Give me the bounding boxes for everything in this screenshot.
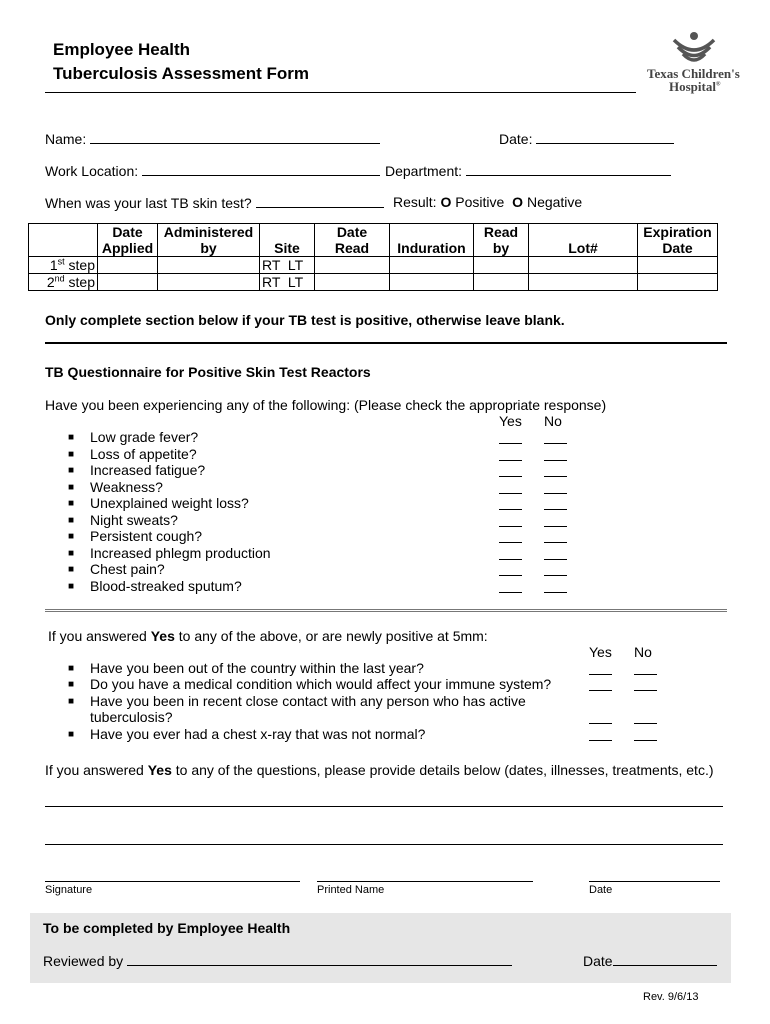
expiration-date-cell[interactable]: [638, 274, 718, 291]
table-header-date-applied: Date Applied: [98, 224, 158, 257]
yes-column-label: Yes: [499, 413, 522, 429]
symptom-yes-blank[interactable]: [499, 509, 522, 510]
table-row: [29, 257, 718, 274]
no-column-label: No: [544, 413, 562, 429]
symptom-yes-blank[interactable]: [499, 592, 522, 593]
followup-intro: If you answered Yes to any of the above, or are newly positive at 5mm:: [48, 628, 488, 644]
site-cell[interactable]: RT LT: [260, 257, 315, 274]
questionnaire-prompt: Have you been experiencing any of the following: (Please check the appropriate response): [45, 397, 607, 413]
symptom-no-blank[interactable]: [544, 575, 567, 576]
section-divider: [45, 342, 727, 344]
details-prompt: If you answered Yes to any of the questions, please provide details below (dates, illnesses, treatments, etc.): [45, 762, 714, 778]
followup-q2-no-blank[interactable]: [634, 690, 657, 691]
logo: [660, 30, 720, 69]
table-header-lot: Lot#: [529, 224, 638, 257]
table-header-site: Site: [260, 224, 315, 257]
followup-question-1: Have you been out of the country within the last year?: [90, 660, 424, 676]
symptom-yes-blank[interactable]: [499, 526, 522, 527]
bullet-icon: ■: [68, 465, 75, 476]
name-field[interactable]: [45, 130, 380, 147]
list-item: Weakness?: [90, 478, 163, 495]
revision-label: Rev. 9/6/13: [643, 991, 699, 1003]
details-line-1[interactable]: [45, 806, 723, 807]
signature-date-line[interactable]: [589, 881, 720, 882]
followup-question-3-cont: tuberculosis?: [90, 709, 173, 725]
last-test-label: When was your last TB skin test?: [45, 195, 252, 211]
expiration-date-cell[interactable]: [638, 257, 718, 274]
induration-cell[interactable]: [390, 274, 474, 291]
list-item: Low grade fever?: [90, 429, 199, 445]
bullet-icon: ■: [68, 432, 75, 443]
followup-q4-no-blank[interactable]: [634, 740, 657, 741]
table-header-date-read: Date Read: [315, 224, 390, 257]
symptom-no-blank[interactable]: [544, 559, 567, 560]
bullet-icon: ■: [68, 498, 75, 509]
department-label: Department:: [385, 163, 463, 179]
list-item: Night sweats?: [90, 511, 178, 528]
symptom-no-blank[interactable]: [544, 460, 567, 461]
followup-q2-yes-blank[interactable]: [589, 690, 612, 691]
form-title-line2: Tuberculosis Assessment Form: [53, 64, 310, 83]
symptom-no-blank[interactable]: [544, 476, 567, 477]
logo-registered-mark: ®: [715, 81, 721, 88]
tb-test-table: [28, 223, 718, 291]
name-label: Name:: [45, 131, 87, 147]
followup-q3-no-blank[interactable]: [634, 723, 657, 724]
work-location-field[interactable]: [45, 162, 380, 179]
negative-label: Negative: [526, 194, 583, 210]
table-row: [29, 274, 718, 291]
administered-by-cell[interactable]: [158, 257, 260, 274]
followup-q1-yes-blank[interactable]: [589, 674, 612, 675]
symptom-yes-blank[interactable]: [499, 443, 522, 444]
table-header-expiration-date: Expiration Date: [638, 224, 718, 257]
followup-no-label: No: [634, 644, 652, 660]
read-by-cell[interactable]: [474, 257, 529, 274]
logo-text-line2: [669, 79, 720, 95]
symptom-no-blank[interactable]: [544, 592, 567, 593]
symptom-yes-blank[interactable]: [499, 575, 522, 576]
form-title-line1: Employee Health: [53, 40, 190, 59]
symptom-yes-blank[interactable]: [499, 493, 522, 494]
positive-note: Only complete section below if your TB test is positive, otherwise leave blank.: [45, 312, 565, 328]
logo-hospital-text: Hospital: [669, 79, 716, 94]
positive-label: Positive: [455, 194, 505, 210]
symptom-no-blank[interactable]: [544, 443, 567, 444]
bullet-icon: ■: [68, 729, 75, 740]
last-test-line[interactable]: [256, 194, 384, 208]
list-item: Persistent cough?: [90, 528, 203, 544]
date-label: Date:: [499, 131, 533, 147]
step-label: 1st step: [29, 257, 98, 274]
symptom-yes-blank[interactable]: [499, 559, 522, 560]
bullet-icon: ■: [68, 679, 75, 690]
symptom-yes-blank[interactable]: [499, 476, 522, 477]
followup-q4-yes-blank[interactable]: [589, 740, 612, 741]
read-by-cell[interactable]: [474, 274, 529, 291]
reviewed-by-line[interactable]: [127, 952, 512, 966]
employee-health-title: To be completed by Employee Health: [43, 920, 291, 936]
work-location-label: Work Location:: [45, 163, 139, 179]
result-label: Result:: [393, 194, 437, 210]
bullet-icon: ■: [68, 514, 75, 526]
logo-text-line1: Texas Children's: [647, 66, 740, 81]
list-item: Increased fatigue?: [90, 462, 206, 478]
last-test-field[interactable]: [45, 194, 384, 211]
bullet-icon: ■: [68, 531, 75, 542]
step-label: 2nd step: [29, 274, 98, 291]
details-line-2[interactable]: [45, 844, 723, 845]
lot-cell[interactable]: [529, 257, 638, 274]
reviewed-by-field[interactable]: [43, 952, 512, 969]
symptom-yes-blank[interactable]: [499, 542, 522, 543]
administered-by-cell[interactable]: [158, 274, 260, 291]
induration-cell[interactable]: [390, 257, 474, 274]
printed-name-line[interactable]: [317, 881, 533, 882]
signature-date-label: Date: [589, 884, 613, 896]
date-line[interactable]: [536, 130, 674, 144]
review-date-line[interactable]: [613, 952, 717, 966]
symptom-no-blank[interactable]: [544, 509, 567, 510]
followup-question-4: Have you ever had a chest x-ray that was not normal?: [90, 726, 426, 742]
result-field: [393, 194, 582, 210]
table-header-read-by: Read by: [474, 224, 529, 257]
bullet-icon: ■: [68, 696, 75, 707]
date-applied-cell[interactable]: [98, 274, 158, 291]
bullet-icon: ■: [68, 564, 75, 575]
date-field[interactable]: [499, 130, 674, 147]
followup-question-3: Have you been in recent close contact with any person who has active: [90, 693, 526, 709]
date-applied-cell[interactable]: [98, 257, 158, 274]
negative-radio[interactable]: O: [512, 194, 524, 210]
department-line[interactable]: [466, 162, 671, 176]
site-cell[interactable]: RT LT: [260, 274, 315, 291]
table-header-administered-by: Administered by: [158, 224, 260, 257]
logo-mark-icon: [660, 30, 720, 66]
positive-radio[interactable]: O: [440, 194, 452, 210]
review-date-label: Date: [583, 953, 613, 969]
section-divider-double: [45, 609, 727, 612]
followup-q3-yes-blank[interactable]: [589, 723, 612, 724]
list-item: Unexplained weight loss?: [90, 495, 249, 511]
bullet-icon: ■: [68, 580, 75, 592]
followup-yes-label: Yes: [589, 644, 612, 660]
signature-line[interactable]: [45, 881, 300, 882]
symptom-no-blank[interactable]: [544, 542, 567, 543]
name-line[interactable]: [90, 130, 380, 144]
date-read-cell[interactable]: [315, 257, 390, 274]
symptom-no-blank[interactable]: [544, 526, 567, 527]
header-rule: [45, 92, 636, 93]
table-header-step: [29, 224, 98, 257]
list-item: Blood-streaked sputum?: [90, 577, 242, 594]
lot-cell[interactable]: [529, 274, 638, 291]
date-read-cell[interactable]: [315, 274, 390, 291]
table-header-induration: Induration: [390, 224, 474, 257]
list-item: Chest pain?: [90, 561, 165, 577]
reviewed-by-label: Reviewed by: [43, 953, 124, 969]
signature-label: Signature: [45, 884, 93, 896]
bullet-icon: ■: [68, 663, 75, 674]
symptom-yes-blank[interactable]: [499, 460, 522, 461]
department-field[interactable]: [385, 162, 671, 179]
table-header-row: [29, 224, 718, 257]
work-location-line[interactable]: [142, 162, 380, 176]
followup-q1-no-blank[interactable]: [634, 674, 657, 675]
review-date-field[interactable]: [583, 952, 717, 969]
list-item: Loss of appetite?: [90, 445, 197, 462]
followup-question-2: Do you have a medical condition which would affect your immune system?: [90, 676, 552, 692]
questionnaire-title: TB Questionnaire for Positive Skin Test Reactors: [45, 364, 371, 380]
list-item: Increased phlegm production: [90, 544, 271, 561]
bullet-icon: ■: [68, 481, 75, 493]
bullet-icon: ■: [68, 547, 75, 559]
bullet-icon: ■: [68, 448, 75, 460]
printed-name-label: Printed Name: [317, 884, 385, 896]
symptom-no-blank[interactable]: [544, 493, 567, 494]
